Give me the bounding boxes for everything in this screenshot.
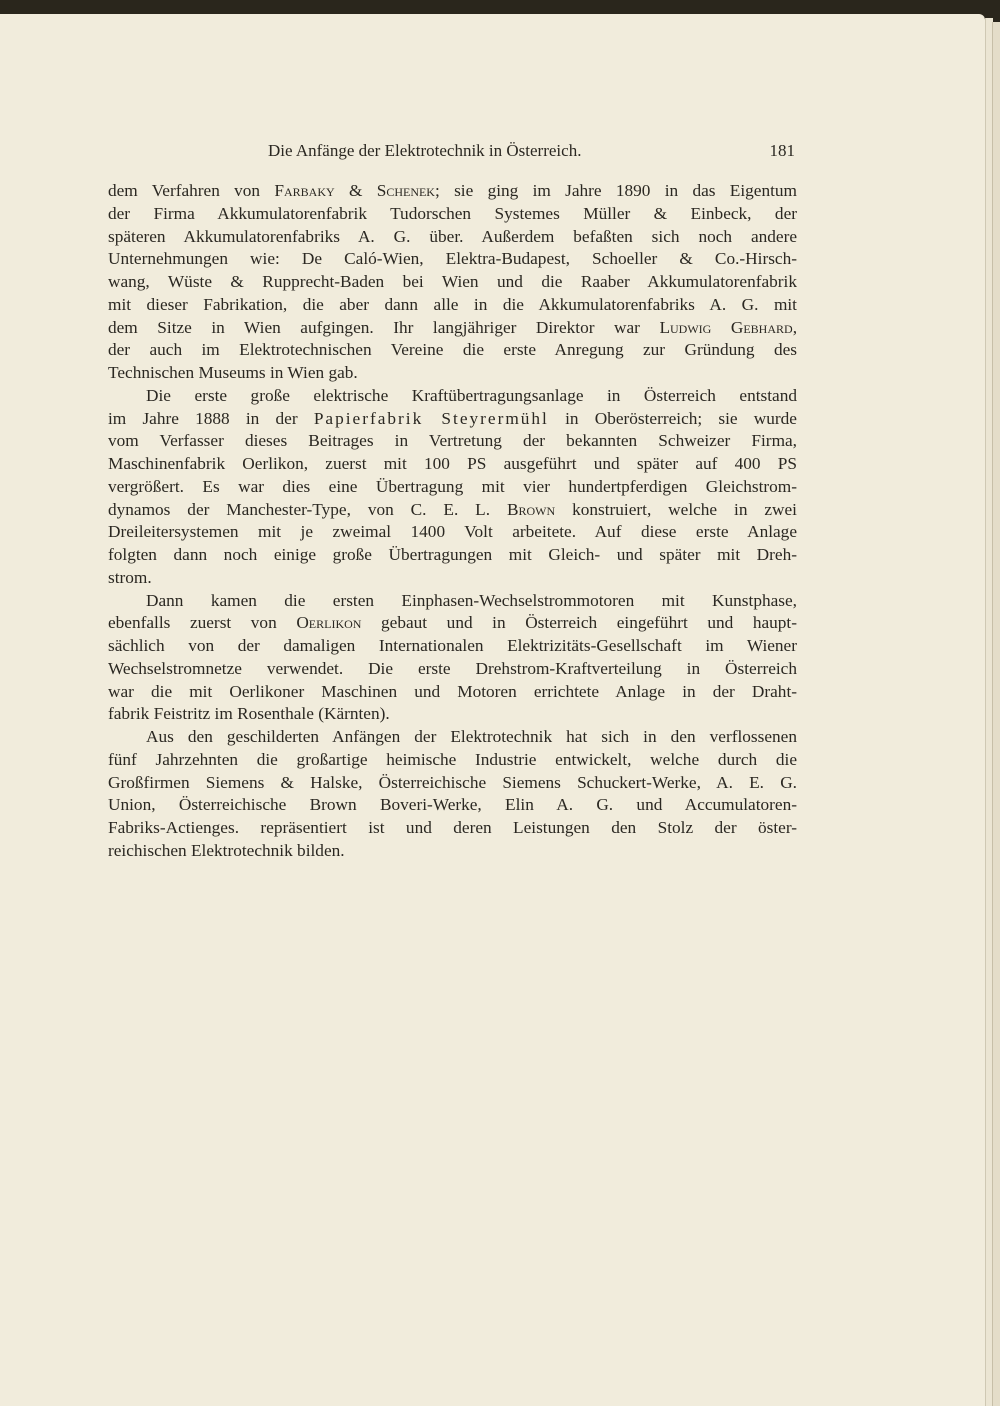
text-line (108, 703, 797, 726)
text-line (108, 612, 797, 635)
text-line (108, 749, 797, 772)
text-segment: im Jahre 1888 in der (108, 408, 314, 428)
text-line (108, 430, 797, 453)
text-line (108, 294, 797, 317)
text-segment: war die mit Oerlikoner Maschinen und Motoren errichtete Anlage in der Draht- (108, 681, 797, 701)
text-line (108, 180, 797, 203)
text-line (108, 544, 797, 567)
text-line (108, 817, 797, 840)
running-title: Die Anfänge der Elektrotechnik in Österreich. (268, 141, 582, 160)
text-segment: Die erste große elektrische Kraftübertragungsanlage in Österreich entstand (146, 385, 797, 405)
body-text (108, 180, 797, 863)
text-segment: , (792, 317, 798, 337)
text-segment: & (334, 181, 377, 200)
text-line (108, 499, 797, 522)
running-header (108, 141, 797, 163)
text-segment: Unternehmungen wie: De Caló-Wien, Elektra-Budapest, Schoeller & Co.-Hirsch- (108, 249, 797, 269)
text-segment: gebaut und in Österreich eingeführt und haupt- (361, 613, 797, 633)
text-segment: konstruiert, welche in zwei (555, 499, 797, 519)
text-line (108, 794, 797, 817)
small-caps-name: Schenek (376, 181, 435, 200)
text-segment: dynamos der Manchester-Type, von C. E. L. (108, 499, 507, 519)
text-segment: Aus den geschilderten Anfängen der Elektrotechnik hat sich in den verflossenen (146, 727, 797, 746)
text-segment: in Oberösterreich; sie wurde (548, 408, 797, 428)
text-line (108, 226, 797, 249)
text-line (108, 271, 797, 294)
text-segment: fünf Jahrzehnten die großartige heimische Industrie entwickelt, welche durch die (108, 749, 797, 769)
text-segment: ; sie ging im Jahre 1890 in das Eigentum (434, 181, 797, 200)
paragraph (108, 590, 797, 727)
text-segment: wang, Wüste & Rupprecht-Baden bei Wien und die Raaber Akkumulatorenfabrik (108, 272, 797, 291)
paragraph (108, 726, 797, 863)
text-segment: der auch im Elektrotechnischen Vereine die erste Anregung zur Gründung des (108, 340, 797, 360)
text-line (108, 385, 797, 408)
text-segment: Fabriks-Actienges. repräsentiert ist und deren Leistungen den Stolz der öster- (108, 818, 797, 837)
small-caps-name: Oerlikon (296, 613, 362, 633)
text-segment: sächlich von der damaligen Internationalen Elektrizitäts-Gesellschaft im Wiener (108, 636, 797, 655)
text-segment: Maschinenfabrik Oerlikon, zuerst mit 100 PS ausgeführt und später auf 400 PS (108, 454, 797, 473)
text-segment: vergrößert. Es war dies eine Übertragung mit vier hundertpferdigen Gleichstrom- (108, 476, 797, 496)
text-segment: Wechselstromnetze verwendet. Die erste Drehstrom-Kraftverteilung in Österreich (108, 658, 797, 678)
small-caps-name: Farbaky (274, 181, 335, 200)
text-line (108, 248, 797, 271)
text-segment: ebenfalls zuerst von (108, 613, 297, 633)
text-line (108, 317, 797, 340)
text-line (108, 681, 797, 704)
text-segment: dem Sitze in Wien aufgingen. Ihr langjähriger Direktor war (108, 317, 660, 337)
text-segment: reichischen Elektrotechnik bilden. (108, 840, 345, 860)
text-segment: fabrik Feistritz im Rosenthale (Kärnten). (108, 704, 390, 724)
text-segment: Dreileitersystemen mit je zweimal 1400 Volt arbeitete. Auf diese erste Anlage (108, 522, 797, 542)
text-line (108, 362, 797, 385)
text-line (108, 408, 797, 431)
page-edge (992, 22, 1000, 1406)
text-segment: folgten dann noch einige große Übertragungen mit Gleich- und später mit Dreh- (108, 545, 797, 564)
text-line (108, 476, 797, 499)
text-line (108, 453, 797, 476)
small-caps-name: Brown (506, 499, 556, 519)
text-line (108, 203, 797, 226)
text-segment: Union, Österreichische Brown Boveri-Werke, Elin A. G. und Accumulatoren- (108, 795, 797, 815)
paragraph (108, 180, 797, 385)
paragraph (108, 385, 797, 590)
spaced-emphasis: Papierfabrik Steyrermühl (313, 408, 549, 428)
text-segment: vom Verfasser dieses Beitrages in Vertretung der bekannten Schweizer Firma, (108, 431, 797, 451)
text-line (108, 772, 797, 795)
page-number: 181 (769, 141, 795, 160)
text-line (108, 590, 797, 613)
text-line (108, 726, 797, 749)
text-line (108, 635, 797, 658)
text-line (108, 521, 797, 544)
text-segment: strom. (108, 567, 152, 587)
text-line (108, 840, 797, 863)
text-segment: Dann kamen die ersten Einphasen-Wechselstrommotoren mit Kunstphase, (146, 590, 797, 610)
small-caps-name: Ludwig Gebhard (659, 317, 793, 337)
text-segment: späteren Akkumulatorenfabriks A. G. über. Außerdem befaßten sich noch andere (108, 226, 797, 246)
text-line (108, 567, 797, 590)
text-line (108, 658, 797, 681)
text-segment: Technischen Museums in Wien gab. (108, 363, 358, 382)
text-segment: der Firma Akkumulatorenfabrik Tudorschen Systemes Müller & Einbeck, der (108, 203, 797, 223)
text-line (108, 339, 797, 362)
text-segment: mit dieser Fabrikation, die aber dann alle in die Akkumulatorenfabriks A. G. mit (108, 294, 797, 314)
text-segment: dem Verfahren von (108, 181, 275, 200)
text-segment: Großfirmen Siemens & Halske, Österreichische Siemens Schuckert-Werke, A. E. G. (108, 772, 797, 792)
